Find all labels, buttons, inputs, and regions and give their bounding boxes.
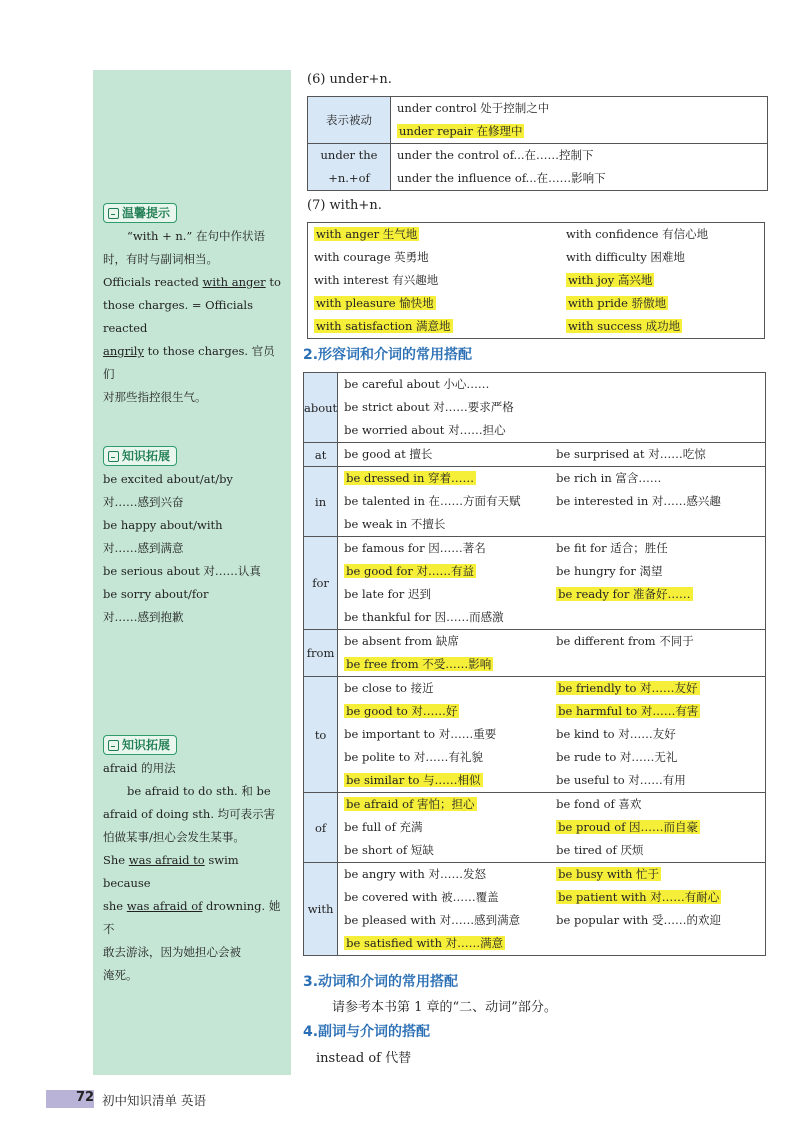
table-row: of be afraid of 害怕；担心 be full of 充满 be short of 短缺 be fond of 喜欢 be proud of 因……而自豪 be tired of 厌烦 [304, 793, 766, 863]
extension-tag-1: 知识拓展 [103, 446, 177, 466]
right-column: with confidence 有信心地 with difficulty 困难地 with joy 高兴地 with pride 骄傲地 with success 成功地 [560, 223, 765, 339]
note-icon [108, 208, 119, 219]
section-verb-text: 请参考本书第 1 章的“二、动词”部分。 [332, 1000, 557, 1015]
tip-text: “with + n.” 在句中作状语 时，有时与副词相当。 Officials reacted with anger to those charges. = Officials reacted angrily to those charges. 官员们 对那些指控很生气。 [103, 229, 281, 404]
table-row [308, 144, 768, 191]
table-row [308, 223, 765, 339]
page-number: 72 [76, 1090, 95, 1105]
row-head: under the +n.+of [308, 144, 391, 191]
row-cell: under control 处于控制之中 under repair 在修理中 [391, 97, 768, 144]
table-row: for be famous for 因……著名 be good for 对……有益 be late for 迟到 be thankful for 因……而感激 be fit for 适合；胜任 be hungry for 渴望 be ready for 准备好…… [304, 537, 766, 630]
extension-text-1: be excited about/at/by 对……感到兴奋 be happy about/with 对……感到满意 be serious about 对……认真 be sorry about/for 对……感到抱歉 [103, 472, 261, 624]
section-verb-title: 3.动词和介词的常用搭配 [303, 974, 459, 990]
row-head: 表示被动 [308, 97, 391, 144]
table-row: in be dressed in 穿着…… be talented in 在……方面有天赋 be weak in 不擅长 be rich in 富含…… be interested in 对……感兴趣 [304, 467, 766, 537]
section-adverb-title: 4.副词与介词的搭配 [303, 1024, 431, 1040]
book-title: 初中知识清单 英语 [102, 1093, 206, 1108]
with-table [307, 222, 765, 339]
extension-tag-2: 知识拓展 [103, 735, 177, 755]
table-row [308, 97, 768, 144]
row-cell: under the control of...在……控制下 under the influence of...在……影响下 [391, 144, 768, 191]
adj-prep-table [303, 372, 766, 956]
table-row: from be absent from 缺席 be free from 不受……影响 be different from 不同于 [304, 630, 766, 677]
section-adj-title: 2.形容词和介词的常用搭配 [303, 347, 473, 363]
extension-text-2: afraid 的用法 be afraid to do sth. 和 be afraid of doing sth. 均可表示害 怕做某事/担心会发生某事。 She was afraid to swim because she was afraid of drowning. 她不 敢去游泳，因为她担心会被 淹死。 [103, 761, 281, 982]
table-row: about be careful about 小心…… be strict about 对……要求严格 be worried about 对……担心 [304, 373, 766, 443]
tip-tag: 温馨提示 [103, 203, 177, 223]
table-row: at be good at 擅长 be surprised at 对……吃惊 [304, 443, 766, 467]
under-table [307, 96, 768, 191]
note-icon [108, 740, 119, 751]
section-with-title: (7) with+n. [307, 198, 382, 213]
note-icon [108, 451, 119, 462]
table-row: to be close to 接近 be good to 对……好 be important to 对……重要 be polite to 对……有礼貌 be similar to 与……相似 be friendly to 对……友好 be harmful to 对……有害 be kind to 对……友好 be rude to 对……无礼 be useful to 对……有用 [304, 677, 766, 793]
table-row: with be angry with 对……发怒 be covered with 被……覆盖 be pleased with 对……感到满意 be satisfied with 对……满意 be busy with 忙于 be patient with 对……有耐心 be popular with 受……的欢迎 [304, 863, 766, 956]
section-under-title: (6) under+n. [307, 72, 392, 87]
section-adverb-text: instead of 代替 [316, 1051, 412, 1066]
left-column: with anger 生气地 with courage 英勇地 with interest 有兴趣地 with pleasure 愉快地 with satisfaction 满意地 [308, 223, 561, 339]
